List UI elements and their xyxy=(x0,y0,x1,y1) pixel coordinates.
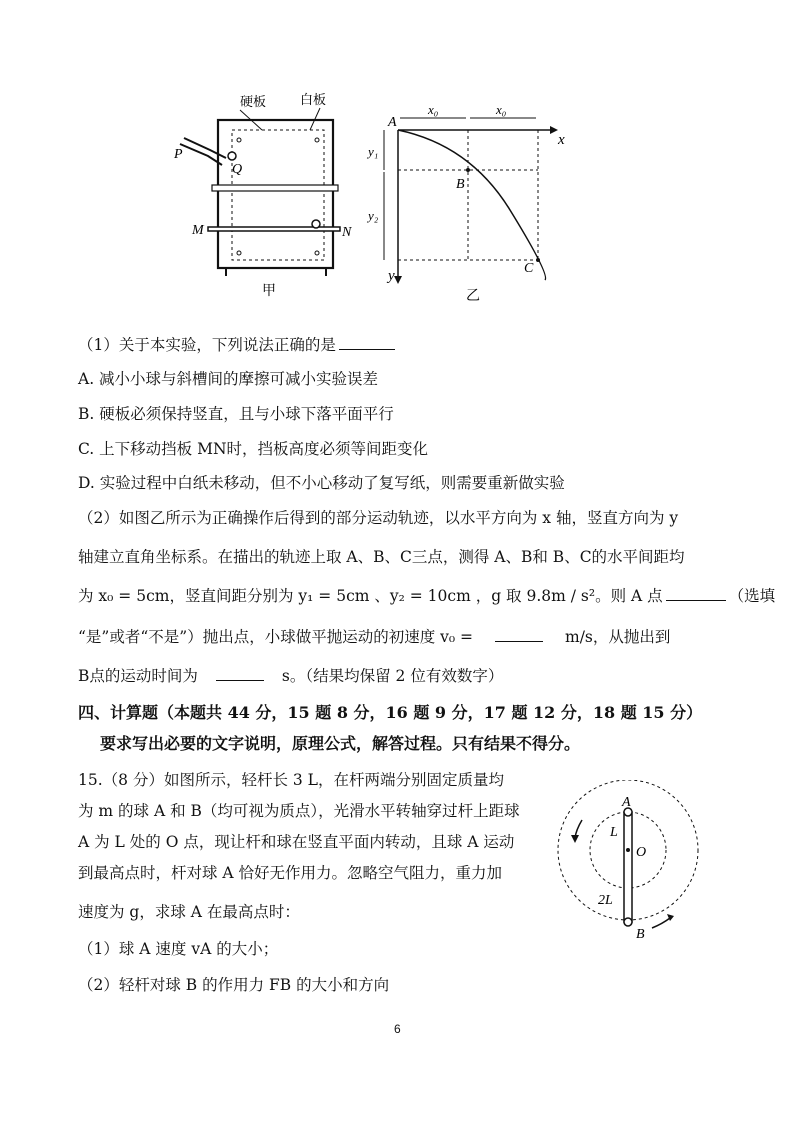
label-c: C xyxy=(524,261,534,276)
label-b: B xyxy=(456,177,465,192)
q15-sub2: （2）轻杆对球 B 的作用力 FB 的大小和方向 xyxy=(78,976,390,994)
label-baiban: 白板 xyxy=(300,92,327,107)
q15-line3: A 为 L 处的 O 点，现让杆和球在竖直平面内转动，且球 A 运动 xyxy=(78,833,515,851)
q14-part2-line5: B点的运动时间为 s。（结果均保留 2 位有效数字） xyxy=(78,667,504,685)
q15-sub1: （1）球 A 速度 vA 的大小； xyxy=(78,940,279,958)
q15-label-a: A xyxy=(622,795,631,810)
q14-part1-stem: （1）关于本实验，下列说法正确的是 xyxy=(78,333,398,355)
label-m: M xyxy=(192,223,204,238)
figure-jia xyxy=(170,90,370,300)
label-y1: y₁ xyxy=(368,144,379,159)
section4-title: 四、计算题（本题共 44 分，15 题 8 分，16 题 9 分，17 题 12 分，18 题 15 分） xyxy=(78,703,703,722)
q15-label-b: B xyxy=(636,927,645,940)
answer-blank-1[interactable] xyxy=(339,335,395,350)
q14-part2-line4: “是”或者“不是”）抛出点，小球做平抛运动的初速度 v₀ = m/s，从抛出到 xyxy=(78,628,671,646)
option-c: C. 上下移动挡板 MN时，挡板高度必须等间距变化 xyxy=(78,440,429,458)
label-n: N xyxy=(342,225,352,240)
label-p: P xyxy=(174,147,183,162)
option-d: D. 实验过程中白纸未移动，但不小心移动了复写纸，则需要重新做实验 xyxy=(78,474,565,492)
q15-line2: 为 m 的球 A 和 B（均可视为质点），光滑水平转轴穿过杆上距球 xyxy=(78,802,520,820)
option-a: A. 减小小球与斜槽间的摩擦可减小实验误差 xyxy=(78,370,379,388)
section4-instruction: 要求写出必要的文字说明，原理公式，解答过程。只有结果不得分。 xyxy=(100,734,581,753)
q14-part2-line2: 轴建立直角坐标系。在描出的轨迹上取 A、B、C三点，测得 A、B和 B、C的水平间距均 xyxy=(78,548,685,566)
label-y2: y₂ xyxy=(368,208,379,223)
label-a: A xyxy=(388,115,397,130)
caption-yi: 乙 xyxy=(466,289,480,304)
answer-blank-2[interactable] xyxy=(666,586,726,601)
q15-line1: 15.（8 分）如图所示，轻杆长 3 L，在杆两端分别固定质量均 xyxy=(78,771,504,789)
q15-line4: 到最高点时，杆对球 A 恰好无作用力。忽略空气阻力，重力加 xyxy=(78,864,503,882)
figure-q15 xyxy=(548,780,738,940)
page-number: 6 xyxy=(394,1022,401,1036)
answer-blank-4[interactable] xyxy=(216,666,264,681)
q14-part2-line1: （2）如图乙所示为正确操作后得到的部分运动轨迹，以水平方向为 x 轴，竖直方向为 y xyxy=(78,509,679,527)
label-q: Q xyxy=(232,162,243,177)
q15-label-2l: 2L xyxy=(598,893,613,908)
label-x0-1: x₀ xyxy=(428,102,439,117)
option-b: B. 硬板必须保持竖直，且与小球下落平面平行 xyxy=(78,405,394,423)
answer-blank-3[interactable] xyxy=(495,627,543,642)
q15-label-o: O xyxy=(636,845,647,860)
label-y: y xyxy=(388,268,395,284)
q14-part2-line3: 为 x₀ = 5cm，竖直间距分别为 y₁ = 5cm 、y₂ = 10cm ，g 取 9.8m / s²。则 A 点 （选填 xyxy=(78,587,776,605)
caption-jia: 甲 xyxy=(262,284,276,299)
label-yingban: 硬板 xyxy=(240,94,267,109)
figure-yi xyxy=(360,100,580,305)
label-x0-2: x₀ xyxy=(496,102,507,117)
q15-label-l: L xyxy=(610,825,618,840)
q15-line5: 速度为 g，求球 A 在最高点时： xyxy=(78,903,300,921)
label-x: x xyxy=(558,132,565,148)
